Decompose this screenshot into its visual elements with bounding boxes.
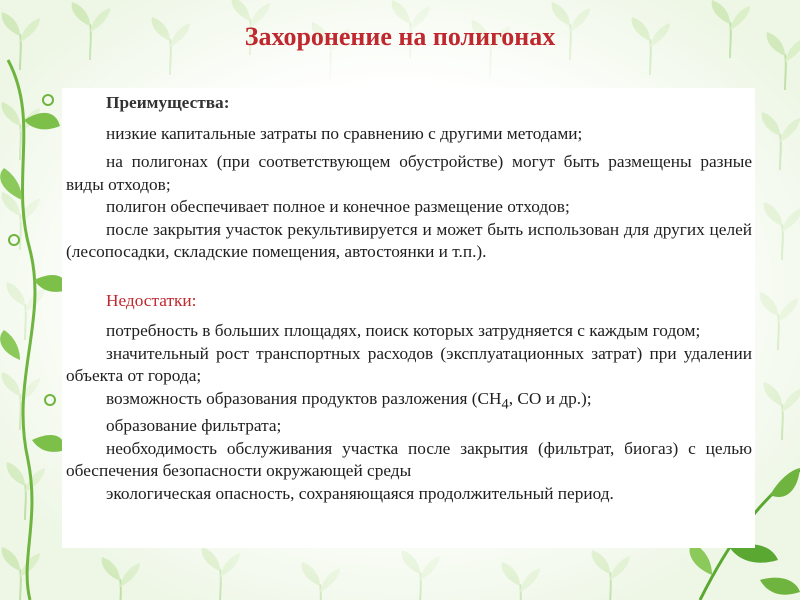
advantage-item: низкие капитальные затраты по сравнению с другими методами; bbox=[106, 123, 583, 143]
advantage-item: на полигонах (при соответствующем обустройстве) могут быть размещены разные виды отходов; bbox=[66, 152, 752, 194]
disadvantage-item: экологическая опасность, сохраняющаяся продолжительный период. bbox=[106, 483, 614, 503]
advantage-item: полигон обеспечивает полное и конечное размещение отходов; bbox=[106, 197, 570, 216]
ch4-subscript: 4 bbox=[501, 395, 509, 412]
advantage-item: после закрытия участок рекультивируется и может быть использован для других целей (лесопосадки, складские помещения, автостоянки и т.п.). bbox=[66, 219, 752, 261]
disadvantages-heading: Недостатки: bbox=[106, 290, 197, 310]
decomposition-tail: , CO и др.); bbox=[508, 388, 592, 408]
slide-body bbox=[66, 92, 752, 505]
disadvantage-item: потребность в больших площадях, поиск которых затрудняется с каждым годом; bbox=[106, 321, 701, 340]
slide-title: Захоронение на полигонах bbox=[244, 22, 556, 51]
disadvantage-item: образование фильтрата; bbox=[106, 416, 282, 436]
disadvantage-item: необходимость обслуживания участка после закрытия (фильтрат, биогаз) с целью обеспечения безопасности окружающей среды bbox=[66, 438, 752, 481]
disadvantage-item: значительный рост транспортных расходов (эксплуатационных затрат) при удалении объекта от города; bbox=[66, 343, 752, 385]
decomposition-text: возможность образования продуктов разложения (CH bbox=[106, 388, 502, 408]
advantages-heading: Преимущества: bbox=[106, 93, 230, 112]
disadvantage-item bbox=[66, 388, 752, 416]
